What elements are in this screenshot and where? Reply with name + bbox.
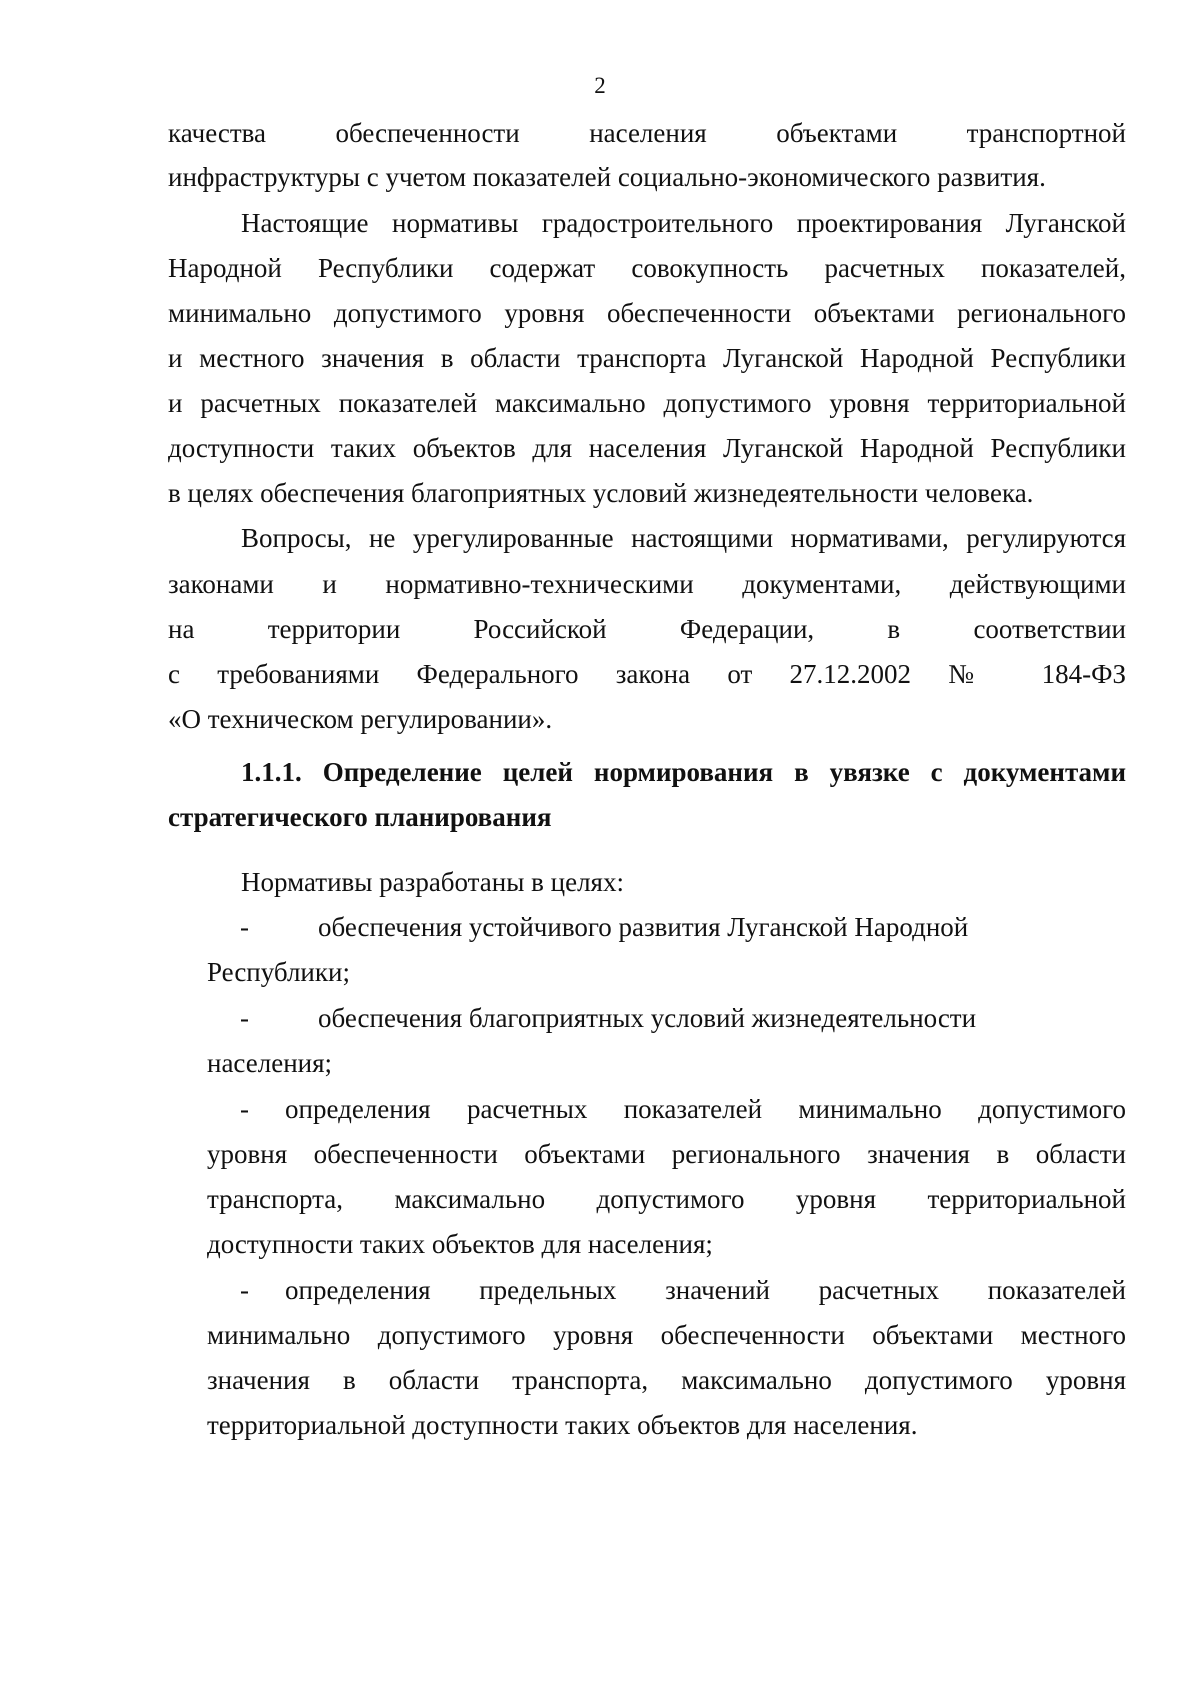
list-bullet: -: [240, 1003, 249, 1033]
goals-intro: Нормативы разработаны в целях:: [241, 867, 624, 897]
list-item-line: транспорта, максимально допустимого уровня территориальной: [207, 1184, 1126, 1214]
list-item-line: определения предельных значений расчетных показателей: [285, 1275, 1126, 1305]
section-heading-line: 1.1.1. Определение целей нормирования в увязке с документами: [241, 757, 1126, 787]
list-item-line: Республики;: [207, 957, 350, 987]
paragraph-line: качества обеспеченности населения объектами транспортной: [168, 118, 1126, 148]
list-bullet: -: [240, 912, 249, 942]
page-number: 2: [594, 73, 606, 98]
paragraph-line: законами и нормативно-техническими документами, действующими: [168, 569, 1126, 599]
list-item-line: обеспечения устойчивого развития Луганской Народной: [318, 912, 969, 942]
paragraph-line: и местного значения в области транспорта Луганской Народной Республики: [168, 343, 1126, 373]
list-item-line: уровня обеспеченности объектами регионального значения в области: [207, 1139, 1126, 1169]
paragraph-line: доступности таких объектов для населения Луганской Народной Республики: [168, 433, 1126, 463]
paragraph-line: на территории Российской Федерации, в соответствии: [168, 614, 1126, 644]
paragraph-line: с требованиями Федерального закона от 27.12.2002 № 184-ФЗ: [168, 659, 1126, 689]
paragraph-line: Вопросы, не урегулированные настоящими нормативами, регулируются: [241, 523, 1126, 553]
list-item-line: населения;: [207, 1048, 333, 1078]
paragraph-line: «О техническом регулировании».: [168, 704, 553, 734]
paragraph-line: и расчетных показателей максимально допустимого уровня территориальной: [168, 388, 1126, 418]
list-item-line: доступности таких объектов для населения;: [207, 1229, 713, 1259]
list-bullet: -: [240, 1275, 249, 1305]
paragraph-line: Народной Республики содержат совокупность расчетных показателей,: [168, 253, 1126, 283]
list-item-line: определения расчетных показателей минимально допустимого: [285, 1094, 1126, 1124]
section-heading-line: стратегического планирования: [168, 802, 552, 832]
paragraph-line: минимально допустимого уровня обеспеченности объектами регионального: [168, 298, 1126, 328]
paragraph-line: в целях обеспечения благоприятных условий жизнедеятельности человека.: [168, 478, 1034, 508]
paragraph-line: инфраструктуры с учетом показателей социально-экономического развития.: [168, 162, 1046, 192]
list-item-line: значения в области транспорта, максимально допустимого уровня: [207, 1365, 1126, 1395]
list-item-line: обеспечения благоприятных условий жизнедеятельности: [318, 1003, 977, 1033]
list-bullet: -: [240, 1094, 249, 1124]
list-item-line: территориальной доступности таких объектов для населения.: [207, 1410, 918, 1440]
list-item-line: минимально допустимого уровня обеспеченности объектами местного: [207, 1320, 1126, 1350]
paragraph-line: Настоящие нормативы градостроительного проектирования Луганской: [241, 208, 1126, 238]
